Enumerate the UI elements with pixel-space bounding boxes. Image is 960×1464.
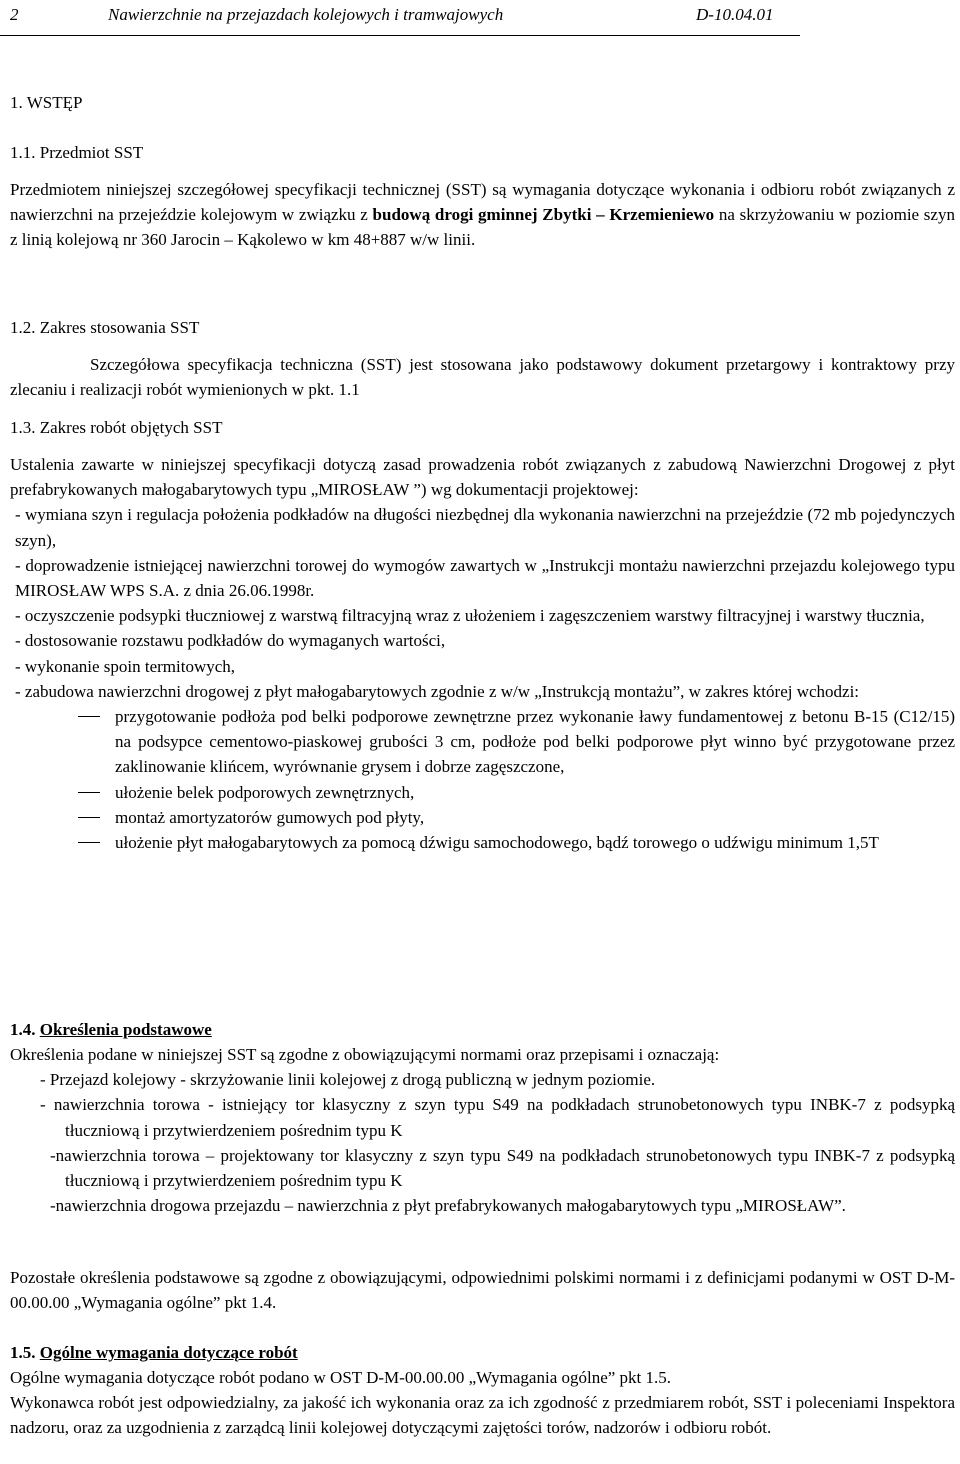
section-1-2-heading: 1.2. Zakres stosowania SST — [10, 318, 200, 337]
section-1-5-heading — [10, 1340, 955, 1365]
section-1-1-heading: 1.1. Przedmiot SST — [10, 143, 144, 162]
section-1-3-heading: 1.3. Zakres robót objętych SST — [10, 418, 223, 437]
bold-text-run: budową drogi gminnej Zbytki – Krzemieniewo — [372, 205, 715, 225]
section-1-3-intro: Ustalenia zawarte w niniejszej specyfikacji dotyczą zasad prowadzenia robót związanych z zabudową Nawierzchni Drogowej z płyt prefabrykowanych małogabarytowych typu „MIROSŁAW ”) wg dokumentacji projektowej: — [10, 455, 955, 500]
header-title: Nawierzchnie na przejazdach kolejowych i tramwajowych — [108, 5, 504, 24]
definition-item: - nawierzchnia torowa - istniejący tor klasyczny z szyn typu S49 na podkładach strunobetonowych typu INBK-7 z podsypką tłuczniową i przytwierdzeniem pośrednim typu K — [40, 1095, 955, 1140]
section-1-4-intro: Określenia podane w niniejszej SST są zgodne z obowiązującymi normami oraz przepisami i oznaczają: — [10, 1045, 720, 1064]
sub-list-item: montaż amortyzatorów gumowych pod płyty, — [115, 805, 955, 830]
sub-list-item: przygotowanie podłoża pod belki podporowe zewnętrzne przez wykonanie ławy fundamentowej z betonu B-15 (C12/15) na podsypce cementowo-piaskowej grubości 3 cm, podłoże pod belki podporowe płyt winno być przygotowane przez zaklinowanie klińcem, wyrównanie grysem i dobrze zagęszczone, — [115, 704, 955, 780]
header-rule — [0, 35, 800, 36]
scope-item: - dostosowanie rozstawu podkładów do wymaganych wartości, — [15, 631, 446, 651]
sub-list-item: ułożenie płyt małogabarytowych za pomocą dźwigu samochodowego, bądź torowego o udźwigu minimum 1,5T — [115, 830, 955, 855]
scope-item: - wymiana szyn i regulacja położenia podkładów na długości niezbędnej dla wykonania nawierzchni na przejeździe (72 mb pojedynczych szyn), — [15, 505, 955, 550]
section-1-2-paragraph: Szczegółowa specyfikacja techniczna (SST) jest stosowana jako podstawowy dokument przetargowy i kontraktowy przy zlecaniu i realizacji robót wymienionych w pkt. 1.1 — [10, 355, 955, 400]
sub-list-item: ułożenie belek podporowych zewnętrznych, — [115, 780, 955, 805]
section-1-4-body — [10, 1042, 955, 1218]
section-1-3-body — [10, 452, 955, 855]
section-1-5-paragraph-1: Ogólne wymagania dotyczące robót podano w OST D-M-00.00.00 „Wymagania ogólne” pkt 1.5. — [10, 1368, 672, 1387]
definition-item: -nawierzchnia drogowa przejazdu – nawierzchnia z płyt prefabrykowanych małogabarytowych typu „MIROSŁAW”. — [50, 1196, 846, 1216]
section-1-4-heading — [10, 1017, 955, 1042]
scope-item: - zabudowa nawierzchni drogowej z płyt małogabarytowych zgodnie z w/w „Instrukcją montażu”, w zakres której wchodzi: — [15, 681, 860, 701]
scope-item: - doprowadzenie istniejącej nawierzchni torowej do wymogów zawartych w „Instrukcji montażu nawierzchni przejazdu kolejowego typu MIROSŁAW WPS S.A. z dnia 26.06.1998r. — [15, 555, 955, 601]
scope-item: - oczyszczenie podsypki tłuczniowej z warstwą filtracyjną wraz z ułożeniem i zagęszczeniem warstwy filtracyjnej i warstwy tłucznia, — [15, 606, 925, 626]
heading-text: Określenia podstawowe — [39, 1020, 212, 1039]
scope-item: - wykonanie spoin termitowych, — [15, 656, 236, 676]
text-run: na skrzyżowaniu w poziomie szyn z linią kolejową nr 360 Jarocin – Kąkolewo w km 48+887 w/w linii. — [10, 205, 955, 250]
section-1-heading: 1. WSTĘP — [10, 93, 83, 112]
text-run: Przedmiotem niniejszej szczegółowej specyfikacji technicznej (SST) są wymagania dotyczące wykonania i odbioru robót związanych z nawierzchni na przejeździe kolejowym w związku z — [10, 180, 955, 225]
sub-item-list — [10, 704, 955, 855]
section-1-1-paragraph — [10, 177, 955, 253]
heading-text: Ogólne wymagania dotyczące robót — [39, 1343, 298, 1362]
definition-item: - Przejazd kolejowy - skrzyżowanie linii kolejowej z drogą publiczną w jednym poziomie. — [40, 1070, 656, 1090]
heading-number: 1.4. — [10, 1020, 40, 1039]
page-header — [10, 2, 800, 30]
section-1-5-paragraph-2: Wykonawca robót jest odpowiedzialny, za jakość ich wykonania oraz za ich zgodność z przedmiarem robót, SST i poleceniami Inspektora nadzoru, oraz za uzgodnienia z zarządcą linii kolejowej dotyczącymi zajętości torów, nadzorów i odbioru robót. — [10, 1393, 955, 1438]
page-number: 2 — [10, 5, 19, 24]
section-1-4-other: Pozostałe określenia podstawowe są zgodne z obowiązującymi, odpowiednimi polskimi normami i z definicjami podanymi w OST D-M-00.00.00 „Wymagania ogólne” pkt 1.4. — [10, 1268, 955, 1313]
definition-item: -nawierzchnia torowa – projektowany tor klasyczny z szyn typu S49 na podkładach strunobetonowych typu INBK-7 z podsypką tłuczniową i przytwierdzeniem pośrednim typu K — [50, 1145, 955, 1191]
heading-number: 1.5. — [10, 1343, 40, 1362]
header-code: D-10.04.01 — [696, 5, 774, 24]
section-1-5-body — [10, 1365, 955, 1441]
